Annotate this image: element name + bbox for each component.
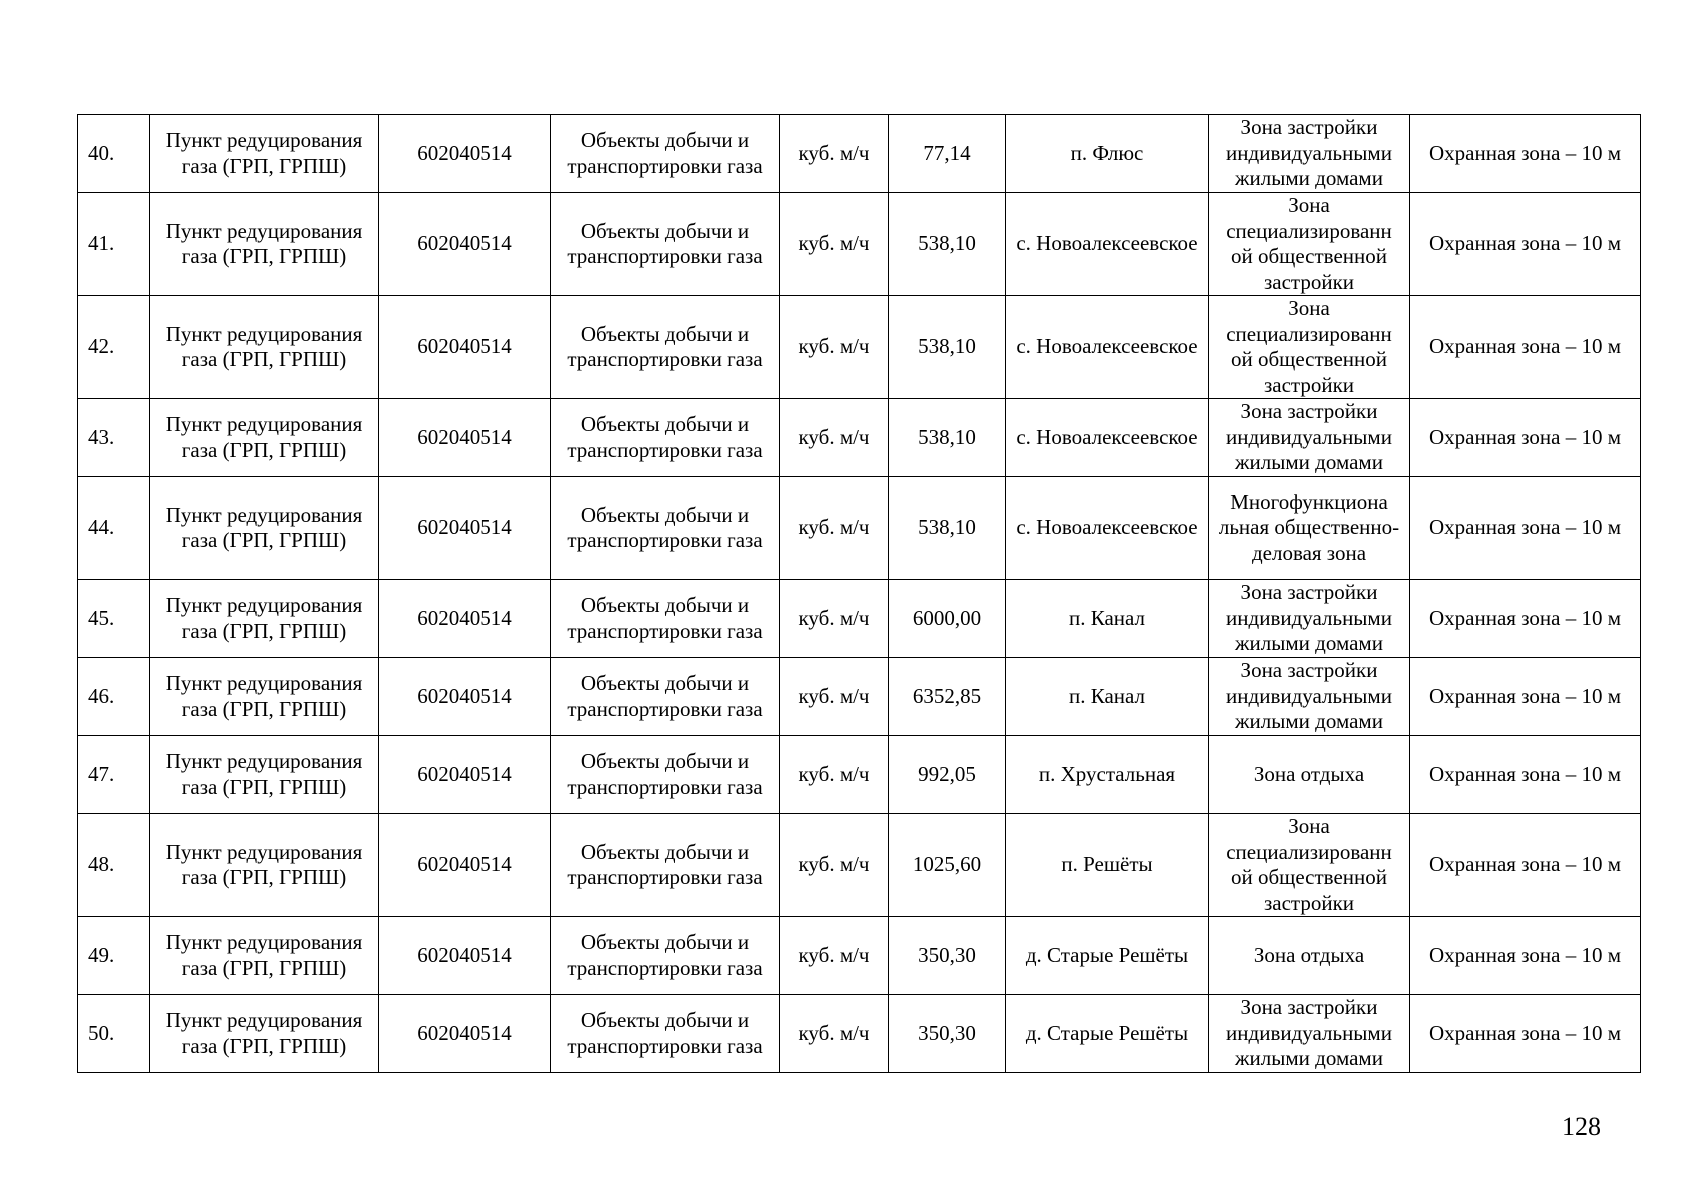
object-name-cell: Пункт редуцирования газа (ГРП, ГРПШ) — [150, 814, 379, 917]
table-row — [78, 296, 1641, 399]
location-cell: с. Новоалексеевское — [1006, 399, 1209, 477]
protection-zone-cell: Охранная зона – 10 м — [1410, 193, 1641, 296]
unit-cell: куб. м/ч — [780, 399, 889, 477]
table-body — [78, 115, 1641, 1073]
object-name-cell: Пункт редуцирования газа (ГРП, ГРПШ) — [150, 736, 379, 814]
protection-zone-cell: Охранная зона – 10 м — [1410, 995, 1641, 1073]
location-cell: п. Канал — [1006, 658, 1209, 736]
protection-zone-cell: Охранная зона – 10 м — [1410, 477, 1641, 580]
location-cell: п. Канал — [1006, 580, 1209, 658]
protection-zone-cell: Охранная зона – 10 м — [1410, 658, 1641, 736]
unit-cell: куб. м/ч — [780, 814, 889, 917]
object-category-cell: Объекты добычи и транспортировки газа — [551, 193, 780, 296]
object-code-cell: 602040514 — [379, 193, 551, 296]
protection-zone-cell: Охранная зона – 10 м — [1410, 115, 1641, 193]
table-row — [78, 580, 1641, 658]
object-category-cell: Объекты добычи и транспортировки газа — [551, 658, 780, 736]
table-row — [78, 193, 1641, 296]
functional-zone-cell: Зона застройки индивидуальными жилыми домами — [1209, 399, 1410, 477]
unit-cell: куб. м/ч — [780, 477, 889, 580]
object-name-cell: Пункт редуцирования газа (ГРП, ГРПШ) — [150, 477, 379, 580]
capacity-value-cell: 350,30 — [889, 995, 1006, 1073]
capacity-value-cell: 538,10 — [889, 296, 1006, 399]
unit-cell: куб. м/ч — [780, 193, 889, 296]
functional-zone-cell: Зона специализированн ой общественной застройки — [1209, 814, 1410, 917]
protection-zone-cell: Охранная зона – 10 м — [1410, 736, 1641, 814]
location-cell: п. Флюс — [1006, 115, 1209, 193]
functional-zone-cell: Многофункциона льная общественно-деловая зона — [1209, 477, 1410, 580]
object-name-cell: Пункт редуцирования газа (ГРП, ГРПШ) — [150, 115, 379, 193]
functional-zone-cell: Зона специализированн ой общественной застройки — [1209, 296, 1410, 399]
object-name-cell: Пункт редуцирования газа (ГРП, ГРПШ) — [150, 917, 379, 995]
object-code-cell: 602040514 — [379, 736, 551, 814]
object-code-cell: 602040514 — [379, 917, 551, 995]
unit-cell: куб. м/ч — [780, 658, 889, 736]
functional-zone-cell: Зона специализированн ой общественной застройки — [1209, 193, 1410, 296]
capacity-value-cell: 1025,60 — [889, 814, 1006, 917]
table-row — [78, 736, 1641, 814]
object-category-cell: Объекты добычи и транспортировки газа — [551, 296, 780, 399]
protection-zone-cell: Охранная зона – 10 м — [1410, 580, 1641, 658]
location-cell: д. Старые Решёты — [1006, 917, 1209, 995]
row-number-cell: 46. — [78, 658, 150, 736]
row-number-cell: 47. — [78, 736, 150, 814]
object-code-cell: 602040514 — [379, 399, 551, 477]
object-category-cell: Объекты добычи и транспортировки газа — [551, 995, 780, 1073]
functional-zone-cell: Зона застройки индивидуальными жилыми домами — [1209, 995, 1410, 1073]
table-row — [78, 115, 1641, 193]
object-code-cell: 602040514 — [379, 580, 551, 658]
object-category-cell: Объекты добычи и транспортировки газа — [551, 736, 780, 814]
object-category-cell: Объекты добычи и транспортировки газа — [551, 399, 780, 477]
object-name-cell: Пункт редуцирования газа (ГРП, ГРПШ) — [150, 658, 379, 736]
object-code-cell: 602040514 — [379, 115, 551, 193]
unit-cell: куб. м/ч — [780, 580, 889, 658]
object-code-cell: 602040514 — [379, 658, 551, 736]
capacity-value-cell: 538,10 — [889, 399, 1006, 477]
protection-zone-cell: Охранная зона – 10 м — [1410, 296, 1641, 399]
table-row — [78, 477, 1641, 580]
table-row — [78, 917, 1641, 995]
location-cell: с. Новоалексеевское — [1006, 477, 1209, 580]
capacity-value-cell: 77,14 — [889, 115, 1006, 193]
table-row — [78, 995, 1641, 1073]
object-name-cell: Пункт редуцирования газа (ГРП, ГРПШ) — [150, 580, 379, 658]
object-name-cell: Пункт редуцирования газа (ГРП, ГРПШ) — [150, 296, 379, 399]
page-number: 128 — [1562, 1112, 1601, 1141]
object-code-cell: 602040514 — [379, 296, 551, 399]
object-code-cell: 602040514 — [379, 814, 551, 917]
unit-cell: куб. м/ч — [780, 995, 889, 1073]
row-number-cell: 50. — [78, 995, 150, 1073]
functional-zone-cell: Зона отдыха — [1209, 736, 1410, 814]
unit-cell: куб. м/ч — [780, 917, 889, 995]
capacity-value-cell: 538,10 — [889, 193, 1006, 296]
functional-zone-cell: Зона застройки индивидуальными жилыми домами — [1209, 658, 1410, 736]
location-cell: с. Новоалексеевское — [1006, 296, 1209, 399]
unit-cell: куб. м/ч — [780, 296, 889, 399]
object-category-cell: Объекты добычи и транспортировки газа — [551, 115, 780, 193]
unit-cell: куб. м/ч — [780, 736, 889, 814]
row-number-cell: 48. — [78, 814, 150, 917]
protection-zone-cell: Охранная зона – 10 м — [1410, 399, 1641, 477]
functional-zone-cell: Зона застройки индивидуальными жилыми домами — [1209, 115, 1410, 193]
location-cell: п. Хрустальная — [1006, 736, 1209, 814]
row-number-cell: 43. — [78, 399, 150, 477]
object-name-cell: Пункт редуцирования газа (ГРП, ГРПШ) — [150, 399, 379, 477]
capacity-value-cell: 992,05 — [889, 736, 1006, 814]
capacity-value-cell: 6352,85 — [889, 658, 1006, 736]
protection-zone-cell: Охранная зона – 10 м — [1410, 917, 1641, 995]
row-number-cell: 49. — [78, 917, 150, 995]
row-number-cell: 45. — [78, 580, 150, 658]
capacity-value-cell: 6000,00 — [889, 580, 1006, 658]
capacity-value-cell: 538,10 — [889, 477, 1006, 580]
location-cell: с. Новоалексеевское — [1006, 193, 1209, 296]
table-row — [78, 814, 1641, 917]
object-category-cell: Объекты добычи и транспортировки газа — [551, 814, 780, 917]
object-name-cell: Пункт редуцирования газа (ГРП, ГРПШ) — [150, 995, 379, 1073]
object-code-cell: 602040514 — [379, 477, 551, 580]
capacity-value-cell: 350,30 — [889, 917, 1006, 995]
row-number-cell: 44. — [78, 477, 150, 580]
row-number-cell: 40. — [78, 115, 150, 193]
object-category-cell: Объекты добычи и транспортировки газа — [551, 580, 780, 658]
row-number-cell: 42. — [78, 296, 150, 399]
object-category-cell: Объекты добычи и транспортировки газа — [551, 477, 780, 580]
functional-zone-cell: Зона застройки индивидуальными жилыми домами — [1209, 580, 1410, 658]
location-cell: д. Старые Решёты — [1006, 995, 1209, 1073]
object-name-cell: Пункт редуцирования газа (ГРП, ГРПШ) — [150, 193, 379, 296]
functional-zone-cell: Зона отдыха — [1209, 917, 1410, 995]
protection-zone-cell: Охранная зона – 10 м — [1410, 814, 1641, 917]
table-row — [78, 658, 1641, 736]
location-cell: п. Решёты — [1006, 814, 1209, 917]
table-row — [78, 399, 1641, 477]
object-code-cell: 602040514 — [379, 995, 551, 1073]
unit-cell: куб. м/ч — [780, 115, 889, 193]
objects-table — [77, 114, 1641, 1073]
object-category-cell: Объекты добычи и транспортировки газа — [551, 917, 780, 995]
row-number-cell: 41. — [78, 193, 150, 296]
